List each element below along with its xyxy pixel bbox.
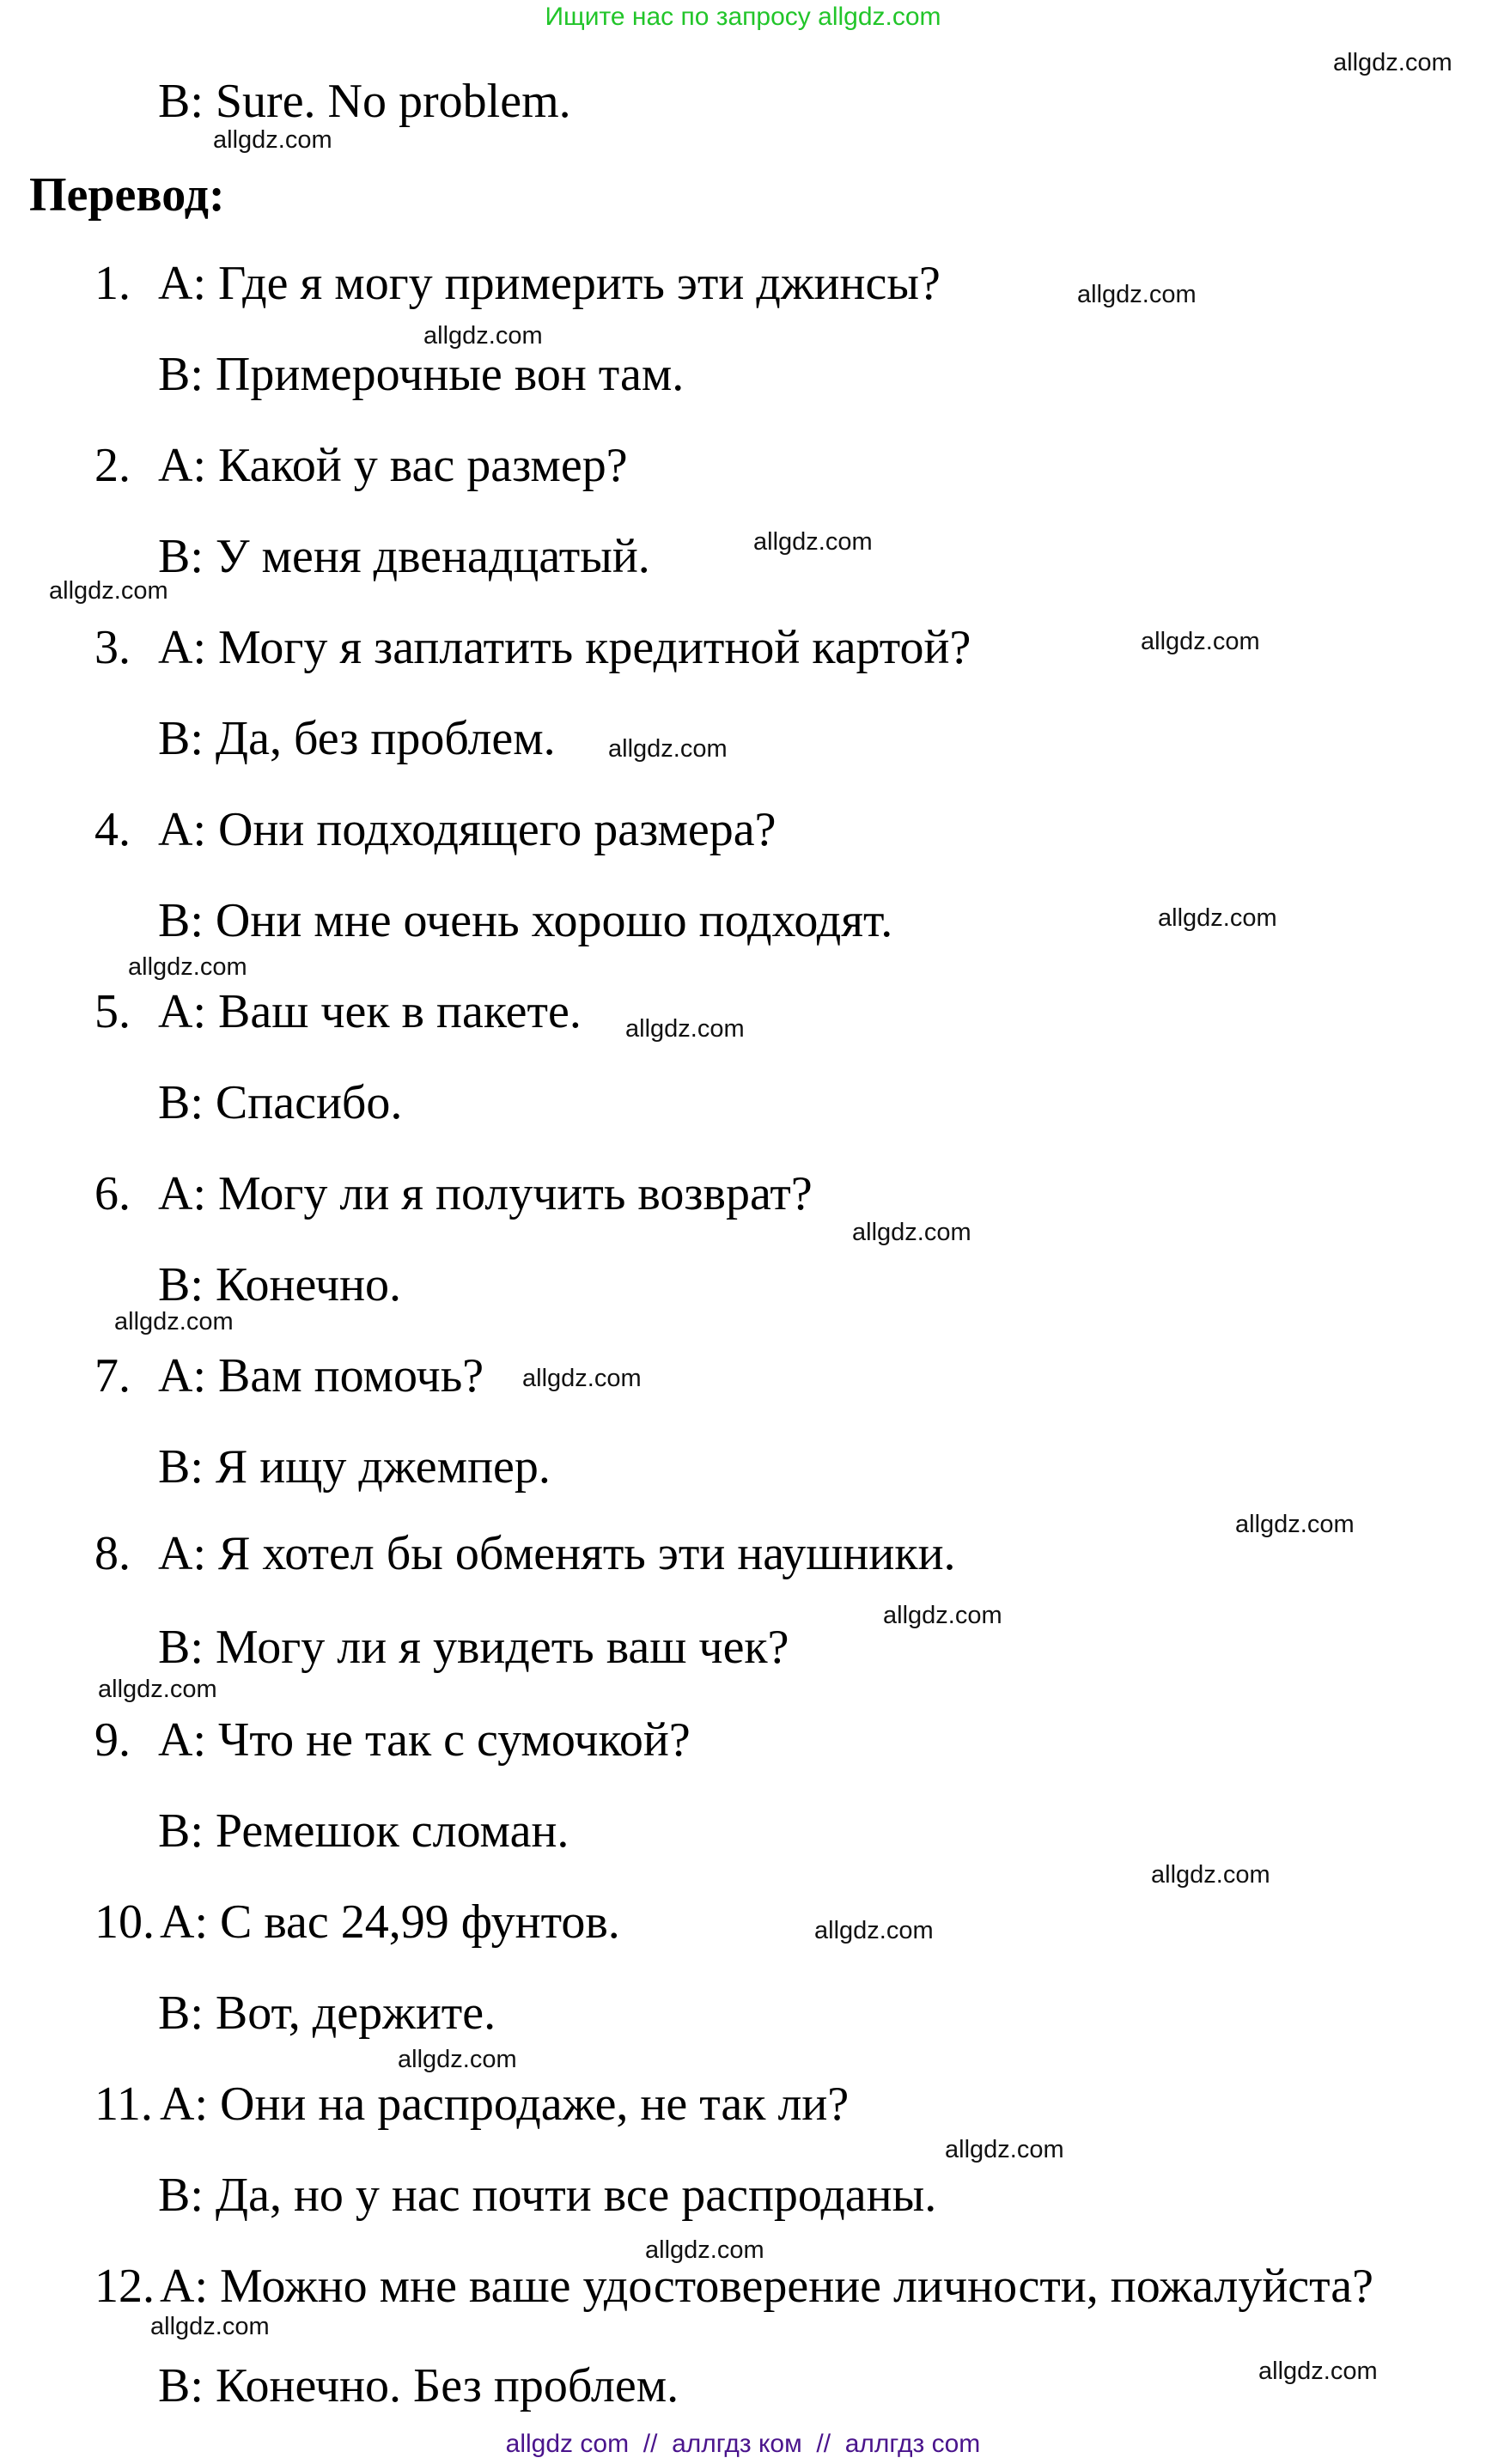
- speaker-b-line: B: Примерочные вон там.: [158, 348, 685, 401]
- watermark: allgdz.com: [1333, 49, 1453, 76]
- speaker-b-line: B: Конечно. Без проблем.: [158, 2359, 679, 2412]
- speaker-a-line: A: Они на распродаже, не так ли?: [160, 2078, 850, 2131]
- speaker-b-line: B: Вот, держите.: [158, 1986, 496, 2040]
- watermark: allgdz.com: [423, 322, 543, 350]
- item-number: 3.: [94, 621, 131, 674]
- watermark: allgdz.com: [1077, 281, 1197, 308]
- watermark: allgdz.com: [98, 1676, 217, 1703]
- footer-site-links[interactable]: allgdz com // аллгдз ком // аллгдз com: [505, 2430, 981, 2458]
- watermark: allgdz.com: [128, 953, 247, 981]
- speaker-a-line: A: С вас 24,99 фунтов.: [160, 1895, 620, 1949]
- item-number: 8.: [94, 1527, 131, 1580]
- watermark: allgdz.com: [753, 528, 873, 556]
- speaker-b-line: B: Я ищу джемпер.: [158, 1440, 551, 1494]
- section-title: Перевод:: [29, 168, 225, 222]
- speaker-a-line: A: Можно мне ваше удостоверение личности, пожалуйста?: [160, 2260, 1374, 2313]
- watermark: allgdz.com: [852, 1219, 971, 1246]
- speaker-a-line: A: Где я могу примерить эти джинсы?: [158, 257, 941, 310]
- watermark: allgdz.com: [1151, 1861, 1270, 1889]
- item-number: 9.: [94, 1713, 131, 1767]
- speaker-b-line: B: Ремешок сломан.: [158, 1804, 569, 1858]
- watermark: allgdz.com: [1158, 904, 1277, 932]
- item-number: 7.: [94, 1349, 131, 1402]
- watermark: allgdz.com: [398, 2046, 517, 2073]
- watermark: allgdz.com: [213, 126, 332, 154]
- speaker-a-line: A: Вам помочь?: [158, 1349, 484, 1402]
- item-number: 2.: [94, 439, 131, 492]
- item-number: 6.: [94, 1167, 131, 1220]
- item-number: 1.: [94, 257, 131, 310]
- intro-dialogue-line: B: Sure. No problem.: [158, 75, 571, 128]
- watermark: allgdz.com: [1258, 2358, 1378, 2385]
- speaker-a-line: A: Что не так с сумочкой?: [158, 1713, 691, 1767]
- speaker-a-line: A: Могу я заплатить кредитной картой?: [158, 621, 971, 674]
- speaker-b-line: B: Могу ли я увидеть ваш чек?: [158, 1621, 789, 1674]
- item-number: 4.: [94, 803, 131, 856]
- item-number: 11.: [94, 2078, 153, 2131]
- speaker-a-line: A: Могу ли я получить возврат?: [158, 1167, 813, 1220]
- speaker-b-line: B: Да, но у нас почти все распроданы.: [158, 2169, 937, 2222]
- speaker-a-line: A: Я хотел бы обменять эти наушники.: [158, 1527, 956, 1580]
- watermark: allgdz.com: [608, 735, 728, 763]
- speaker-b-line: B: Спасибо.: [158, 1076, 403, 1129]
- watermark: allgdz.com: [945, 2136, 1064, 2163]
- speaker-a-line: A: Они подходящего размера?: [158, 803, 776, 856]
- watermark: allgdz.com: [814, 1917, 934, 1944]
- speaker-b-line: B: Да, без проблем.: [158, 712, 556, 765]
- speaker-a-line: A: Ваш чек в пакете.: [158, 985, 582, 1038]
- watermark: allgdz.com: [522, 1365, 642, 1392]
- speaker-b-line: B: Конечно.: [158, 1258, 402, 1311]
- watermark: allgdz.com: [625, 1015, 745, 1043]
- watermark: allgdz.com: [49, 577, 168, 605]
- watermark: allgdz.com: [150, 2313, 270, 2340]
- watermark: allgdz.com: [883, 1602, 1002, 1629]
- item-number: 12.: [94, 2260, 155, 2313]
- watermark: allgdz.com: [1141, 628, 1260, 655]
- watermark: allgdz.com: [114, 1308, 234, 1335]
- speaker-a-line: A: Какой у вас размер?: [158, 439, 628, 492]
- watermark: allgdz.com: [645, 2236, 764, 2264]
- item-number: 10.: [94, 1895, 155, 1949]
- speaker-b-line: B: У меня двенадцатый.: [158, 530, 650, 583]
- watermark: allgdz.com: [1235, 1511, 1355, 1538]
- item-number: 5.: [94, 985, 131, 1038]
- search-promo-banner: Ищите нас по запросу allgdz.com: [545, 3, 941, 31]
- speaker-b-line: B: Они мне очень хорошо подходят.: [158, 894, 893, 947]
